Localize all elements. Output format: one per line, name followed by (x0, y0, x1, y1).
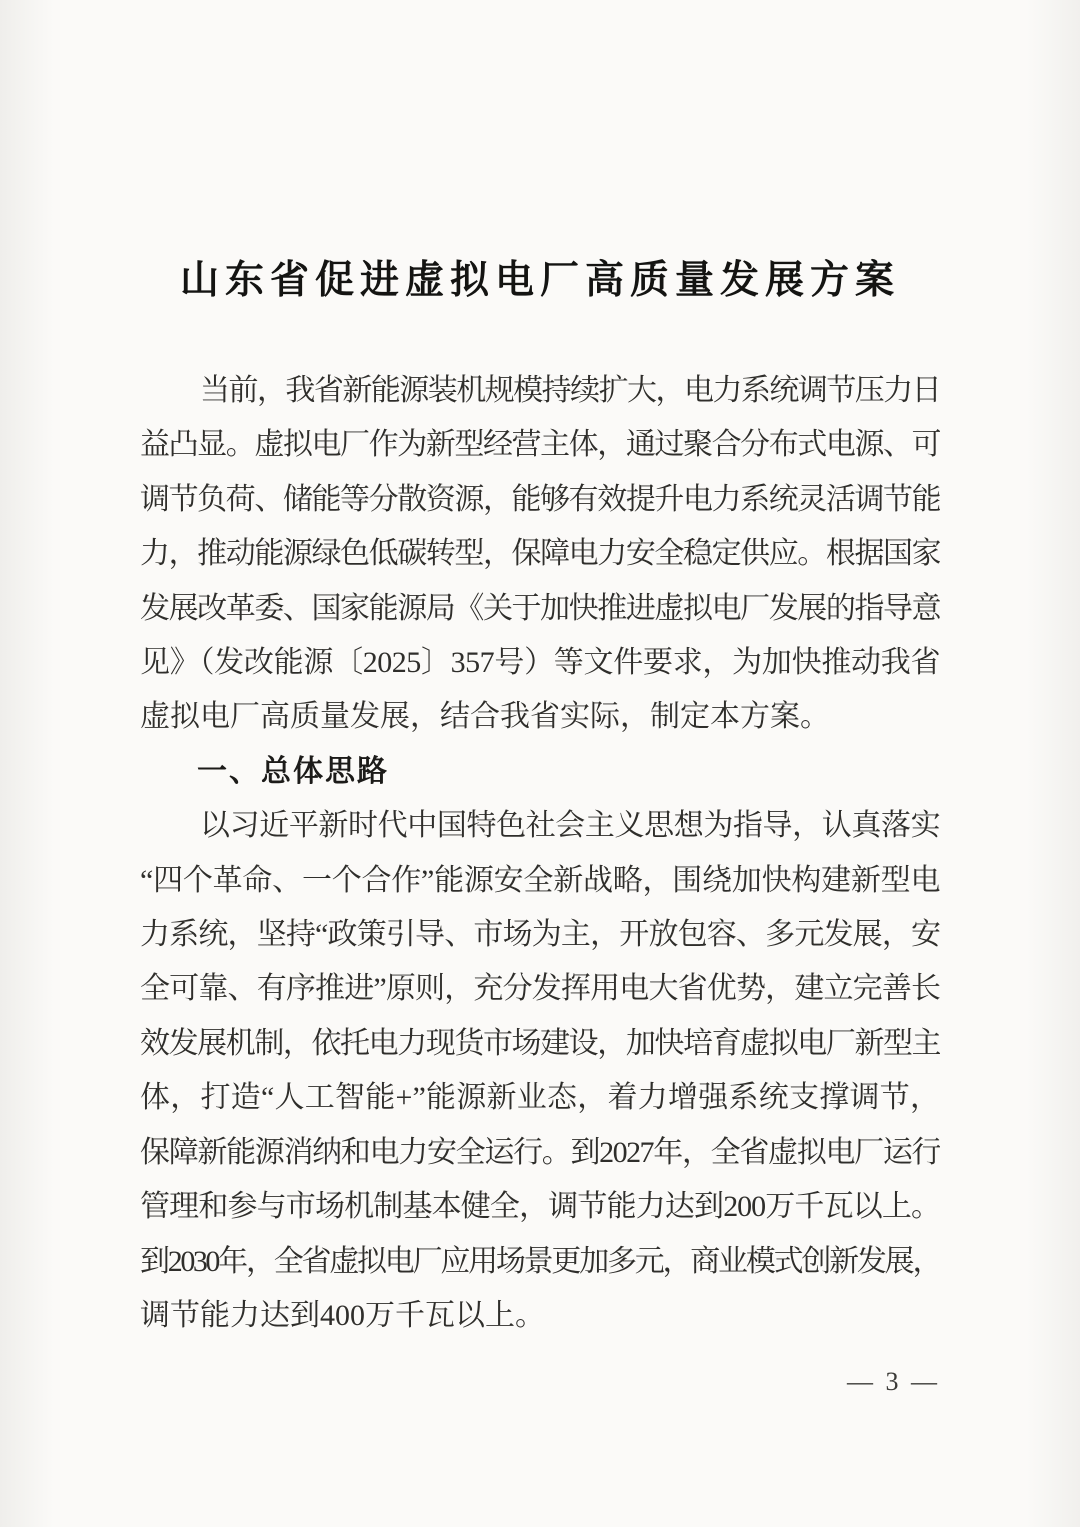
section-heading-overall-approach: 一、总体思路 (197, 754, 389, 788)
text-line: 管理和参与市场机制基本健全，调节能力达到200万千瓦以上。 (140, 1190, 940, 1224)
section1-paragraph (140, 799, 940, 1343)
text-line: 益凸显。虚拟电厂作为新型经营主体，通过聚合分布式电源、可 (140, 428, 940, 462)
text-line: 到2030年，全省虚拟电厂应用场景更加多元，商业模式创新发展， (140, 1244, 940, 1278)
text-line: 保障新能源消纳和电力安全运行。到2027年，全省虚拟电厂运行 (140, 1135, 940, 1169)
text-line: 虚拟电厂高质量发展，结合我省实际，制定本方案。 (140, 700, 830, 734)
document-title: 山东省促进虚拟电厂高质量发展方案 (179, 259, 900, 302)
text-line: “四个革命、一个合作”能源安全新战略，围绕加快构建新型电 (140, 863, 940, 897)
text-line: 调节负荷、储能等分散资源，能够有效提升电力系统灵活调节能 (140, 482, 940, 516)
page-number: — 3 — (847, 1367, 940, 1396)
text-line: 发展改革委、国家能源局《关于加快推进虚拟电厂发展的指导意 (140, 591, 940, 625)
text-line: 体，打造“人工智能+”能源新业态，着力增强系统支撑调节， (140, 1081, 940, 1115)
text-line: 当前，我省新能源装机规模持续扩大，电力系统调节压力日 (200, 374, 940, 407)
text-line: 以习近平新时代中国特色社会主义思想为指导，认真落实 (200, 809, 940, 843)
text-line: 力，推动能源绿色低碳转型，保障电力安全稳定供应。根据国家 (140, 537, 940, 571)
intro-paragraph (140, 364, 940, 745)
text-line: 见》（发改能源〔2025〕357号）等文件要求，为加快推动我省 (140, 646, 940, 680)
text-line: 效发展机制，依托电力现货市场建设，加快培育虚拟电厂新型主 (140, 1026, 940, 1060)
text-line: 力系统，坚持“政策引导、市场为主，开放包容、多元发展，安 (140, 918, 940, 952)
document-body (140, 364, 940, 1343)
text-line: 全可靠、有序推进”原则，充分发挥用电大省优势，建立完善长 (140, 972, 940, 1006)
text-line: 调节能力达到400万千瓦以上。 (140, 1298, 545, 1332)
